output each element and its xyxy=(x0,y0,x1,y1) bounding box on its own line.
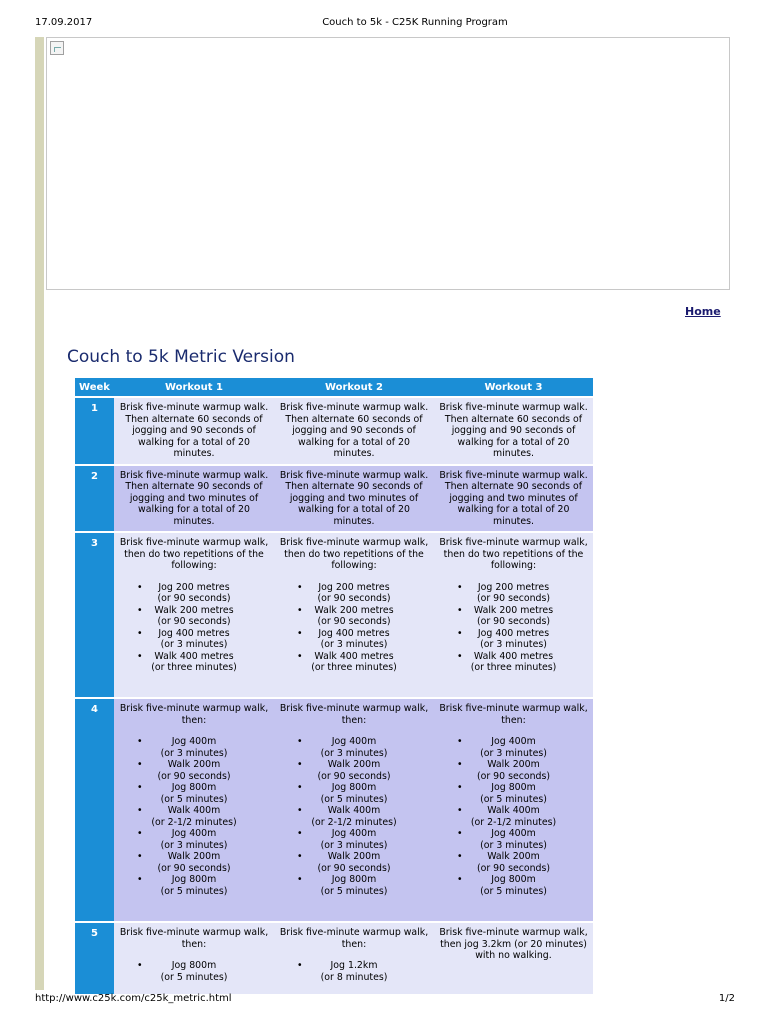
left-decorative-bar xyxy=(35,37,44,990)
workout-description: Brisk five-minute warmup walk, then do two repetitions of the following: xyxy=(439,537,588,571)
interval-item xyxy=(277,651,431,674)
bullet-icon: • xyxy=(137,874,143,885)
interval-duration: (or 3 minutes) xyxy=(480,839,547,851)
week-number: 1 xyxy=(75,397,114,465)
interval-duration: (or 3 minutes) xyxy=(160,639,228,650)
bullet-icon: • xyxy=(137,650,143,662)
workout-description: Brisk five-minute warmup walk, then: xyxy=(279,927,429,950)
interval-list xyxy=(277,582,431,674)
interval-duration: (or 3 minutes) xyxy=(160,839,228,851)
interval-item xyxy=(117,582,271,605)
program-table xyxy=(75,378,593,994)
interval-item xyxy=(117,874,271,897)
interval-activity: Walk 200m xyxy=(487,759,540,770)
interval-item xyxy=(437,759,590,782)
interval-duration: (or 3 minutes) xyxy=(480,639,547,650)
table-row xyxy=(75,397,593,465)
interval-activity: Jog 200 metres xyxy=(158,581,230,593)
bullet-icon: • xyxy=(297,828,303,839)
bullet-icon: • xyxy=(457,782,463,793)
column-header: Workout 3 xyxy=(434,378,593,397)
interval-duration: (or 90 seconds) xyxy=(157,616,231,627)
interval-activity: Jog 800m xyxy=(171,960,217,971)
bullet-icon: • xyxy=(297,650,303,662)
bullet-icon: • xyxy=(297,736,303,747)
bullet-icon: • xyxy=(457,874,463,885)
interval-activity: Walk 400 metres xyxy=(314,650,394,662)
interval-duration: (or 5 minutes) xyxy=(160,793,228,805)
workout-cell xyxy=(274,698,434,922)
workout-cell xyxy=(114,922,274,994)
interval-activity: Walk 400m xyxy=(167,805,221,816)
interval-duration: (or 90 seconds) xyxy=(317,616,391,627)
workout-description: Brisk five-minute warmup walk, then do two repetitions of the following: xyxy=(119,537,269,571)
interval-activity: Walk 200m xyxy=(167,851,221,862)
interval-duration: (or 3 minutes) xyxy=(160,747,228,759)
interval-list xyxy=(437,582,590,674)
workout-description: Brisk five-minute warmup walk. Then alternate 60 seconds of jogging and 90 seconds of walking for a total of 20 minutes. xyxy=(279,402,429,459)
interval-activity: Walk 400 metres xyxy=(154,650,234,662)
interval-item xyxy=(277,628,431,651)
workout-cell xyxy=(434,532,593,698)
bullet-icon: • xyxy=(297,782,303,793)
interval-item xyxy=(437,782,590,805)
interval-activity: Jog 800m xyxy=(491,782,536,793)
interval-activity: Walk 200 metres xyxy=(473,604,554,616)
interval-duration: (or 5 minutes) xyxy=(320,793,388,805)
interval-activity: Jog 400 metres xyxy=(477,627,550,639)
interval-activity: Jog 400 metres xyxy=(318,627,390,639)
interval-activity: Walk 200m xyxy=(487,851,540,862)
interval-activity: Walk 200m xyxy=(167,759,221,770)
table-row xyxy=(75,922,593,994)
interval-activity: Jog 800m xyxy=(171,782,217,793)
workout-description: Brisk five-minute warmup walk. Then alternate 90 seconds of jogging and two minutes of walking for a total of 20 minutes. xyxy=(439,469,588,527)
bullet-icon: • xyxy=(457,851,463,862)
bullet-icon: • xyxy=(297,581,303,593)
interval-duration: (or 3 minutes) xyxy=(480,747,547,759)
interval-item xyxy=(437,582,590,605)
interval-item xyxy=(117,759,271,782)
workout-cell xyxy=(114,698,274,922)
workout-description: Brisk five-minute warmup walk, then: xyxy=(439,703,588,726)
workout-description: Brisk five-minute warmup walk, then jog 3.2km (or 20 minutes) with no walking. xyxy=(439,927,588,961)
interval-activity: Jog 400m xyxy=(331,736,377,747)
home-link[interactable]: Home xyxy=(685,305,721,318)
interval-activity: Walk 400m xyxy=(487,805,540,816)
week-number: 5 xyxy=(75,922,114,994)
print-date: 17.09.2017 xyxy=(35,17,93,28)
interval-item xyxy=(277,759,431,782)
interval-activity: Jog 200 metres xyxy=(477,581,550,593)
interval-duration: (or 90 seconds) xyxy=(476,616,551,627)
interval-item xyxy=(117,782,271,805)
workout-cell xyxy=(114,465,274,533)
interval-item xyxy=(117,851,271,874)
interval-item xyxy=(437,651,590,674)
interval-item xyxy=(117,651,271,674)
workout-cell xyxy=(434,922,593,994)
bullet-icon: • xyxy=(297,960,303,971)
bullet-icon: • xyxy=(297,759,303,770)
interval-item xyxy=(277,782,431,805)
bullet-icon: • xyxy=(137,828,143,839)
interval-item xyxy=(117,605,271,628)
interval-activity: Walk 200m xyxy=(327,851,381,862)
workout-cell xyxy=(274,397,434,465)
interval-activity: Jog 800m xyxy=(331,874,377,885)
interval-list xyxy=(117,736,271,897)
workout-description: Brisk five-minute warmup walk. Then alternate 90 seconds of jogging and two minutes of walking for a total of 20 minutes. xyxy=(119,469,269,527)
bullet-icon: • xyxy=(457,805,463,816)
interval-item xyxy=(277,851,431,874)
workout-description: Brisk five-minute warmup walk. Then alternate 60 seconds of jogging and 90 seconds of walking for a total of 20 minutes. xyxy=(119,402,269,459)
workout-cell xyxy=(114,397,274,465)
interval-duration: (or 3 minutes) xyxy=(320,639,388,650)
interval-item xyxy=(437,805,590,828)
bullet-icon: • xyxy=(457,581,463,593)
interval-activity: Jog 800m xyxy=(331,782,377,793)
interval-item xyxy=(277,605,431,628)
interval-list xyxy=(277,960,431,983)
table-row xyxy=(75,698,593,922)
bullet-icon: • xyxy=(137,782,143,793)
interval-duration: (or 90 seconds) xyxy=(157,770,231,782)
interval-duration: (or 5 minutes) xyxy=(160,885,228,897)
print-footer xyxy=(0,993,768,1007)
print-page-number: 1/2 xyxy=(718,993,735,1004)
interval-item xyxy=(117,828,271,851)
bullet-icon: • xyxy=(137,759,143,770)
bullet-icon: • xyxy=(137,604,143,616)
table-header-row xyxy=(75,378,593,397)
bullet-icon: • xyxy=(297,604,303,616)
interval-duration: (or 3 minutes) xyxy=(320,747,388,759)
table-row xyxy=(75,465,593,533)
workout-description: Brisk five-minute warmup walk, then do two repetitions of the following: xyxy=(279,537,429,571)
interval-list xyxy=(277,736,431,897)
interval-item xyxy=(437,851,590,874)
bullet-icon: • xyxy=(457,650,463,662)
workout-cell xyxy=(434,397,593,465)
workout-cell xyxy=(274,465,434,533)
interval-duration: (or 90 seconds) xyxy=(157,862,231,874)
interval-duration: (or 5 minutes) xyxy=(160,971,228,983)
interval-duration: (or 2-1/2 minutes) xyxy=(151,816,237,828)
interval-activity: Jog 800m xyxy=(171,874,217,885)
interval-duration: (or 90 seconds) xyxy=(317,593,391,604)
interval-item xyxy=(277,960,431,983)
interval-item xyxy=(277,828,431,851)
column-header: Workout 1 xyxy=(114,378,274,397)
week-number: 3 xyxy=(75,532,114,698)
interval-duration: (or 90 seconds) xyxy=(476,862,551,874)
interval-list xyxy=(437,736,590,897)
interval-duration: (or 5 minutes) xyxy=(480,885,547,897)
column-header: Week xyxy=(75,378,114,397)
interval-duration: (or 3 minutes) xyxy=(320,839,388,851)
workout-description: Brisk five-minute warmup walk, then: xyxy=(119,927,269,950)
bullet-icon: • xyxy=(457,736,463,747)
interval-activity: Jog 400m xyxy=(171,828,217,839)
bullet-icon: • xyxy=(137,581,143,593)
workout-description: Brisk five-minute warmup walk. Then alternate 60 seconds of jogging and 90 seconds of walking for a total of 20 minutes. xyxy=(439,402,588,459)
interval-duration: (or 90 seconds) xyxy=(317,770,391,782)
interval-activity: Walk 200 metres xyxy=(314,604,394,616)
interval-item xyxy=(117,628,271,651)
workout-cell xyxy=(114,532,274,698)
bullet-icon: • xyxy=(297,851,303,862)
bullet-icon: • xyxy=(297,805,303,816)
interval-activity: Jog 400m xyxy=(331,828,377,839)
workout-cell xyxy=(434,465,593,533)
page-title: Couch to 5k Metric Version xyxy=(67,347,295,367)
interval-activity: Walk 400m xyxy=(327,805,381,816)
interval-duration: (or three minutes) xyxy=(470,662,557,673)
bullet-icon: • xyxy=(137,805,143,816)
interval-activity: Walk 200m xyxy=(327,759,381,770)
interval-activity: Jog 400 metres xyxy=(158,627,230,639)
interval-activity: Jog 400m xyxy=(491,828,536,839)
interval-item xyxy=(277,805,431,828)
interval-duration: (or 90 seconds) xyxy=(317,862,391,874)
interval-item xyxy=(117,960,271,983)
interval-item xyxy=(437,828,590,851)
interval-duration: (or 8 minutes) xyxy=(320,971,388,983)
interval-item xyxy=(437,628,590,651)
print-document-title: Couch to 5k - C25K Running Program xyxy=(322,17,508,28)
interval-activity: Walk 200 metres xyxy=(154,604,234,616)
header-banner-image xyxy=(46,37,730,290)
interval-item xyxy=(437,874,590,897)
interval-duration: (or three minutes) xyxy=(311,662,397,673)
interval-duration: (or 2-1/2 minutes) xyxy=(311,816,397,828)
workout-description: Brisk five-minute warmup walk. Then alternate 90 seconds of jogging and two minutes of walking for a total of 20 minutes. xyxy=(279,469,429,527)
bullet-icon: • xyxy=(137,627,143,639)
workout-cell xyxy=(274,532,434,698)
bullet-icon: • xyxy=(457,604,463,616)
bullet-icon: • xyxy=(457,627,463,639)
interval-activity: Walk 400 metres xyxy=(473,650,554,662)
bullet-icon: • xyxy=(457,759,463,770)
print-header xyxy=(0,17,768,31)
interval-item xyxy=(277,874,431,897)
workout-cell xyxy=(434,698,593,922)
interval-duration: (or 5 minutes) xyxy=(320,885,388,897)
interval-item xyxy=(117,736,271,759)
interval-duration: (or 2-1/2 minutes) xyxy=(470,816,557,828)
interval-duration: (or 90 seconds) xyxy=(157,593,231,604)
program-table-body xyxy=(75,397,593,994)
interval-item xyxy=(277,582,431,605)
interval-list xyxy=(117,582,271,674)
interval-duration: (or three minutes) xyxy=(151,662,237,673)
bullet-icon: • xyxy=(137,736,143,747)
week-number: 2 xyxy=(75,465,114,533)
print-url: http://www.c25k.com/c25k_metric.html xyxy=(35,993,232,1004)
workout-description: Brisk five-minute warmup walk, then: xyxy=(119,703,269,726)
bullet-icon: • xyxy=(297,874,303,885)
bullet-icon: • xyxy=(137,851,143,862)
interval-duration: (or 90 seconds) xyxy=(476,593,551,604)
interval-list xyxy=(117,960,271,983)
bullet-icon: • xyxy=(297,627,303,639)
interval-item xyxy=(437,605,590,628)
interval-activity: Jog 200 metres xyxy=(318,581,390,593)
interval-item xyxy=(277,736,431,759)
week-number: 4 xyxy=(75,698,114,922)
workout-cell xyxy=(274,922,434,994)
interval-item xyxy=(437,736,590,759)
interval-activity: Jog 400m xyxy=(491,736,536,747)
interval-item xyxy=(117,805,271,828)
interval-activity: Jog 800m xyxy=(491,874,536,885)
interval-activity: Jog 1.2km xyxy=(330,960,378,971)
bullet-icon: • xyxy=(137,960,143,971)
table-row xyxy=(75,532,593,698)
interval-duration: (or 5 minutes) xyxy=(480,793,547,805)
broken-image-icon xyxy=(50,41,64,55)
interval-activity: Jog 400m xyxy=(171,736,217,747)
bullet-icon: • xyxy=(457,828,463,839)
interval-duration: (or 90 seconds) xyxy=(476,770,551,782)
column-header: Workout 2 xyxy=(274,378,434,397)
workout-description: Brisk five-minute warmup walk, then: xyxy=(279,703,429,726)
